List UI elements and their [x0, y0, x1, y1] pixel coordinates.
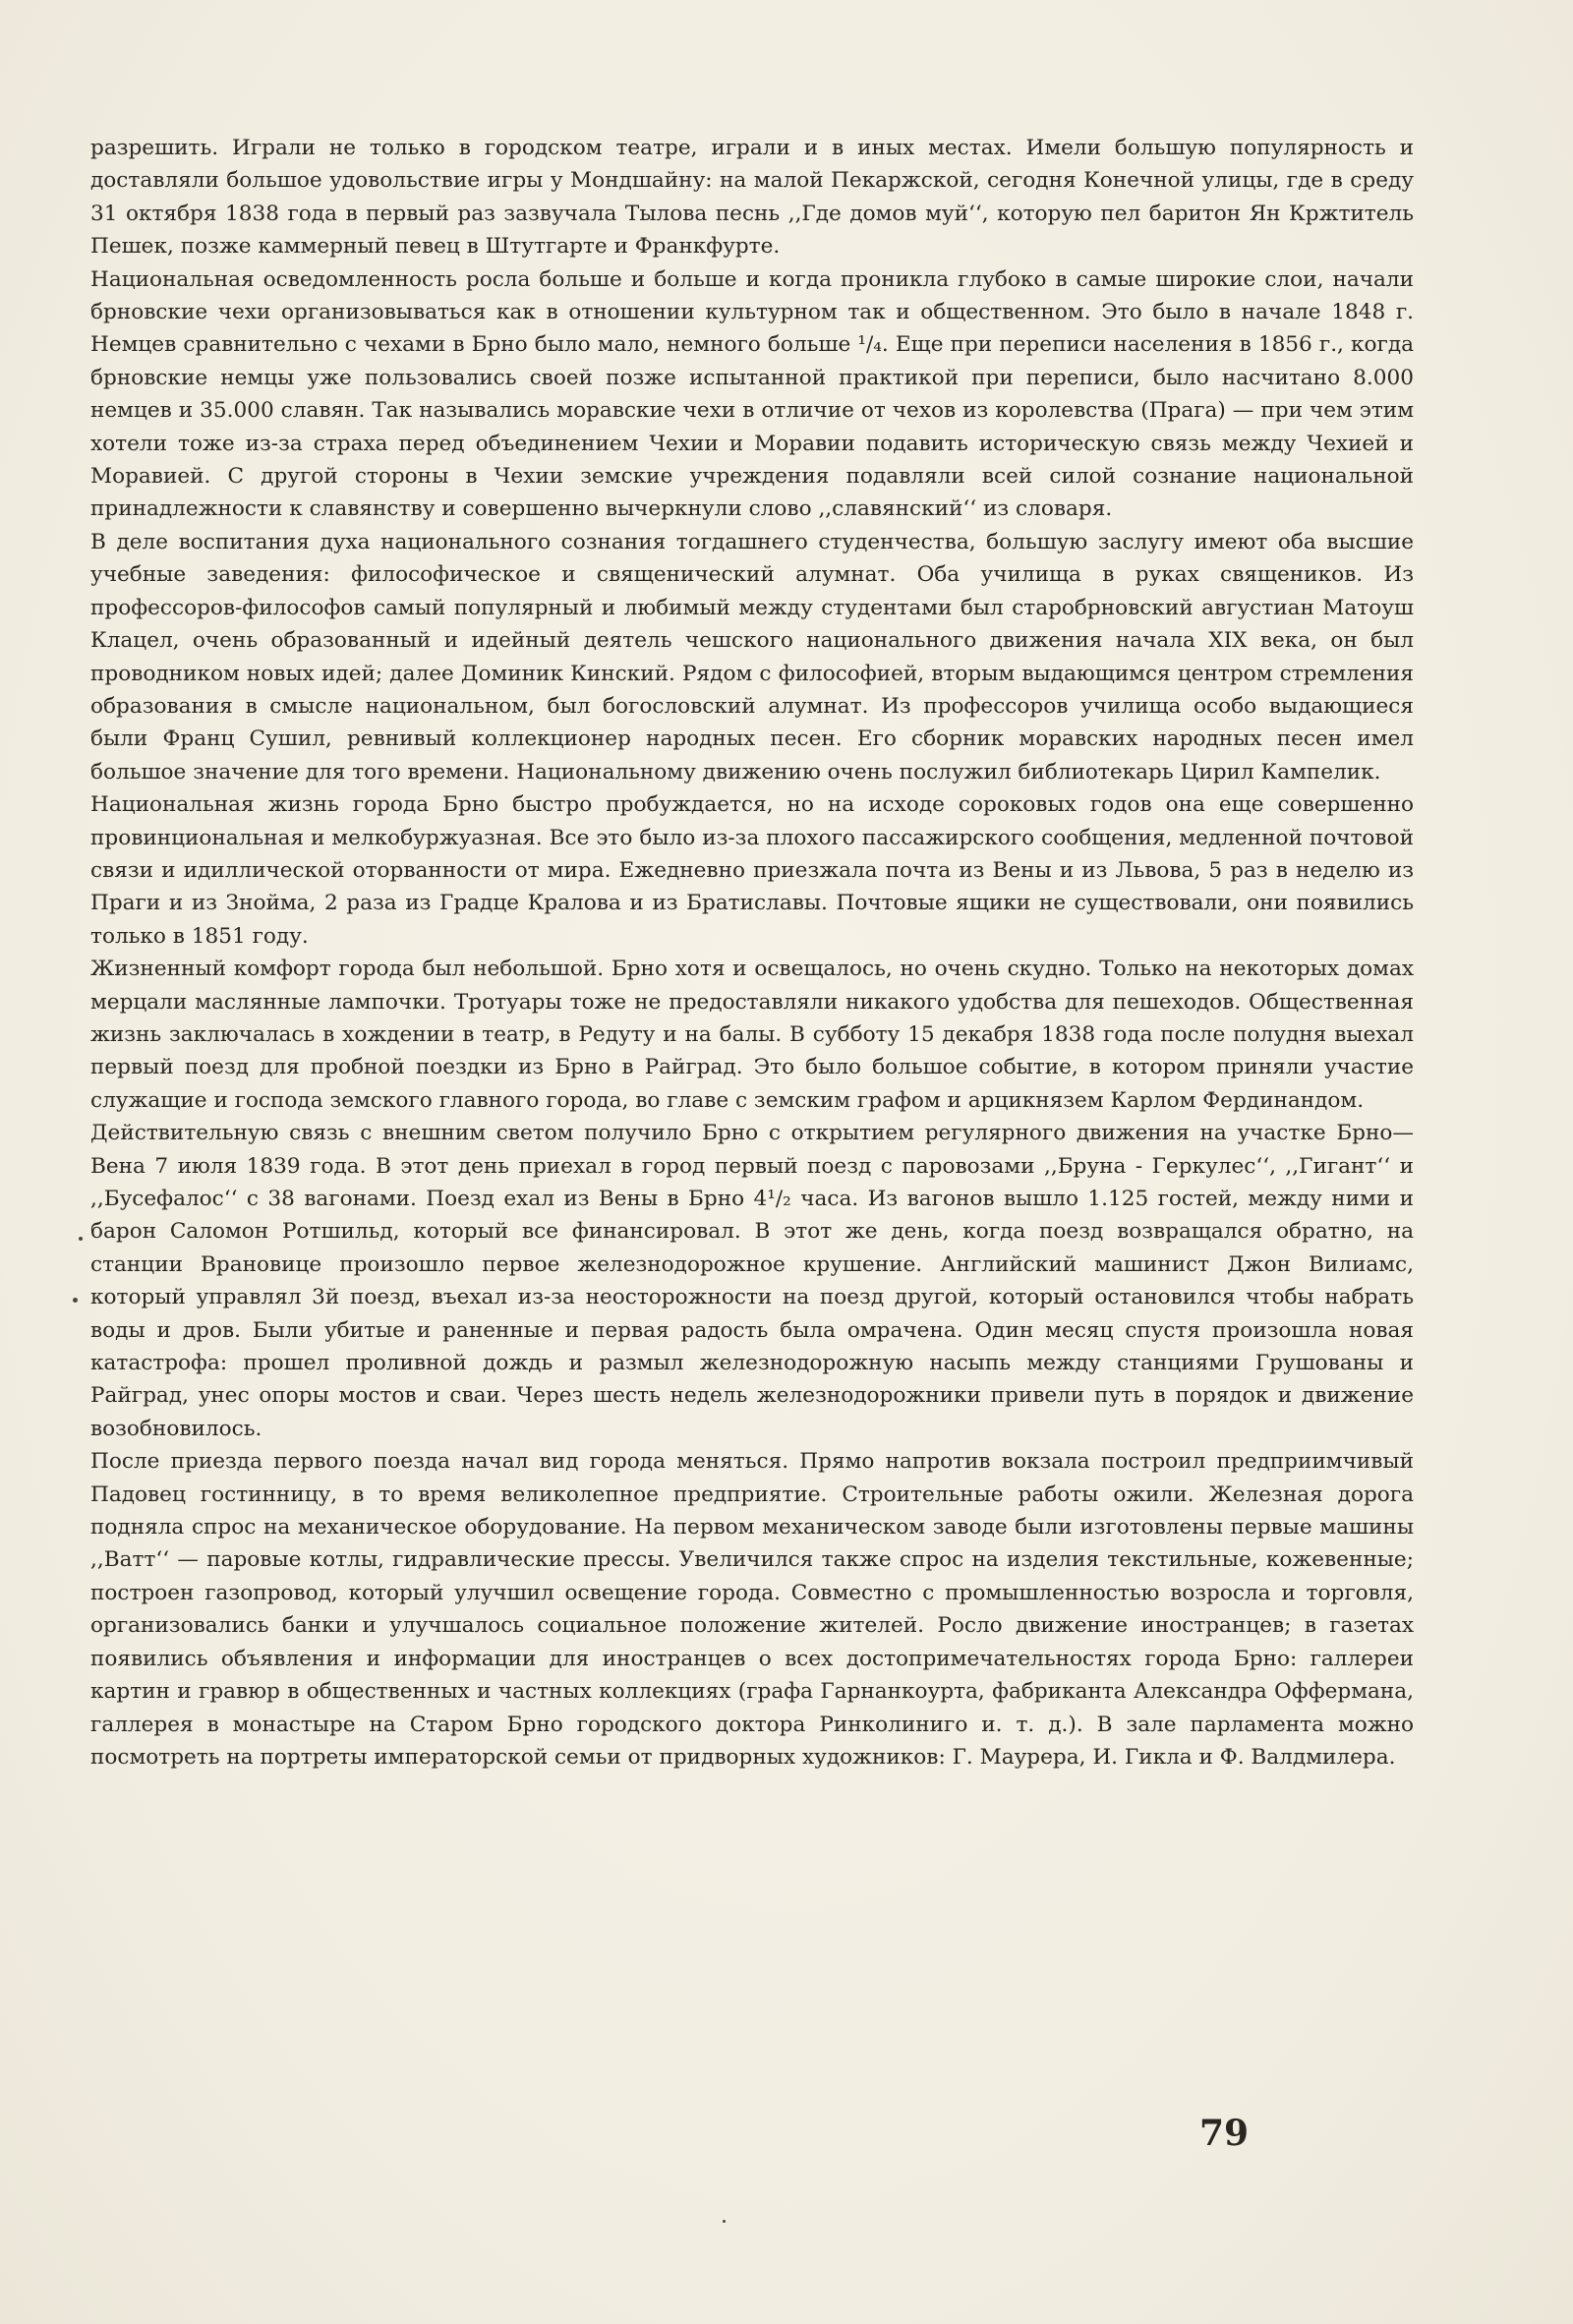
paragraph-education: В деле воспитания духа национального сознания тогдашнего студенчества, большую заслугу имеют оба высшие учебные заведения: философическое и священический алумнат. Оба училища в руках священиков. Из профессоров-философов самый популярный и любимый между студентами был старобрновский августиан Матоуш Клацел, очень образованный и идейный деятель чешского национального движения начала XIX века, он был проводником новых идей; далее Доминик Кинский. Рядом с философией, вторым выдающимся центром стремления образования в смысле национальном, был богословский алумнат. Из профессоров училища особо выдающиеся были Франц Сушил, ревнивый коллекционер народных песен. Его сборник моравских народных песен имел большое значение для того времени. Национальному движению очень послужил библиотекарь Цирил Кампелик.: [90, 529, 1414, 784]
paragraph-city-comfort: Жизненный комфорт города был небольшой. Брно хотя и освещалось, но очень скудно. Только на некоторых домах мерцали маслянные лампочки. Тротуары тоже не предоставляли никакого удобства для пешеходов. Общественная жизнь заключалась в хождении в театр, в Редуту и на балы. В субботу 15 декабря 1838 года после полудня выехал первый поезд для пробной поездки из Брно в Райград. Это было большое событие, в котором приняли участие служащие и господа земского главного города, во главе с земским графом и арцикнязем Карлом Фердинандом.: [90, 957, 1414, 1113]
print-speck: [79, 1237, 83, 1241]
page-number: 79: [1199, 2113, 1250, 2154]
paragraph-theatre: разрешить. Играли не только в городском театре, играли и в иных местах. Имели большую популярность и доставляли большое удовольствие игры у Мондшайну: на малой Пекаржской, сегодня Конечной улицы, где в среду 31 октября 1838 года в первый раз зазвучала Тылова песнь ,,Где домов муй‘‘, которую пел баритон Ян Кржтитель Пешек, позже каммерный певец в Штутгарте и Франкфурте.: [90, 136, 1414, 260]
print-speck: [723, 2220, 726, 2223]
paragraph-city-growth: После приезда первого поезда начал вид города меняться. Прямо напротив вокзала построил предприимчивый Падовец гостинницу, в то время великолепное предприятие. Строительные работы ожили. Железная дорога подняла спрос на механическое оборудование. На первом механическом заводе были изготовлены первые машины ,,Ватт‘‘ — паровые котлы, гидравлические прессы. Увеличился также спрос на изделия текстильные, кожевенные; построен газопровод, который улучшил освещение города. Совместно с промышленностью возросла и торговля, организовались банки и улучшалось социальное положение жителей. Росло движение иностранцев; в газетах появились объявления и информации для иностранцев о всех достопримечательностях города Брно: галлереи картин и гравюр в общественных и частных коллекциях (графа Гарнанкоурта, фабриканта Александра Оффермана, галлерея в монастыре на Старом Брно городского доктора Ринколиниго и. т. д.). В зале парламента можно посмотреть на портреты императорской семьи от придворных художников: Г. Маурера, И. Гикла и Ф. Валдмилера.: [90, 1449, 1414, 1770]
print-speck: [73, 1298, 78, 1303]
paragraph-national-awareness: Национальная осведомленность росла больше и больше и когда проникла глубоко в самые широкие слои, начали брновские чехи организовываться как в отношении культурном так и общественном. Это было в начале 1848 г. Немцев сравнительно с чехами в Брно было мало, немного больше ¹/₄. Еще при переписи населения в 1856 г., когда брновские немцы уже пользовались своей позже испытанной практикой при переписи, было насчитано 8.000 немцев и 35.000 славян. Так назывались моравские чехи в отличие от чехов из королевства (Прага) — при чем этим хотели тоже из-за страха перед объединением Чехии и Моравии подавить историческую связь между Чехией и Моравией. С другой стороны в Чехии земские учреждения подавляли всей силой сознание национальной принадлежности к славянству и совершенно вычеркнули слово ,,славянский‘‘ из словаря.: [90, 266, 1414, 522]
paragraph-railway: Действительную связь с внешним светом получило Брно с открытием регулярного движения на участке Брно—Вена 7 июля 1839 года. В этот день приехал в город первый поезд с паровозами ,,Бруна - Геркулес‘‘, ,,Гигант‘‘ и ,,Бусефалос‘‘ с 38 вагонами. Поезд ехал из Вены в Брно 4¹/₂ часа. Из вагонов вышло 1.125 гостей, между ними и барон Саломон Ротшильд, который все финансировал. В этот же день, когда поезд возвращался обратно, на станции Врановице произошло первое железнодорожное крушение. Английский машинист Джон Вилиамс, который управлял 3й поезд, въехал из-за неосторожности на поезд другой, который остановился чтобы набрать воды и дров. Были убитые и раненные и первая радость была омрачена. Один месяц спустя произошла новая катастрофа: прошел проливной дождь и размыл железнодорожную насыпь между станциями Грушованы и Райград, унес опоры мостов и сваи. Через шесть недель железнодорожники привели путь в порядок и движение возобновилось.: [90, 1121, 1414, 1441]
body-text: [90, 132, 1414, 1773]
paragraph-provincial-life: Национальная жизнь города Брно быстро пробуждается, но на исходе сороковых годов она еще совершенно провинциональная и мелкобуржуазная. Все это было из-за плохого пассажирского сообщения, медленной почтовой связи и идиллической оторванности от мира. Ежедневно приезжала почта из Вены и из Львова, 5 раз в неделю из Праги и из Знойма, 2 раза из Градце Кралова и из Братиславы. Почтовые ящики не существовали, они появились только в 1851 году.: [90, 792, 1414, 949]
